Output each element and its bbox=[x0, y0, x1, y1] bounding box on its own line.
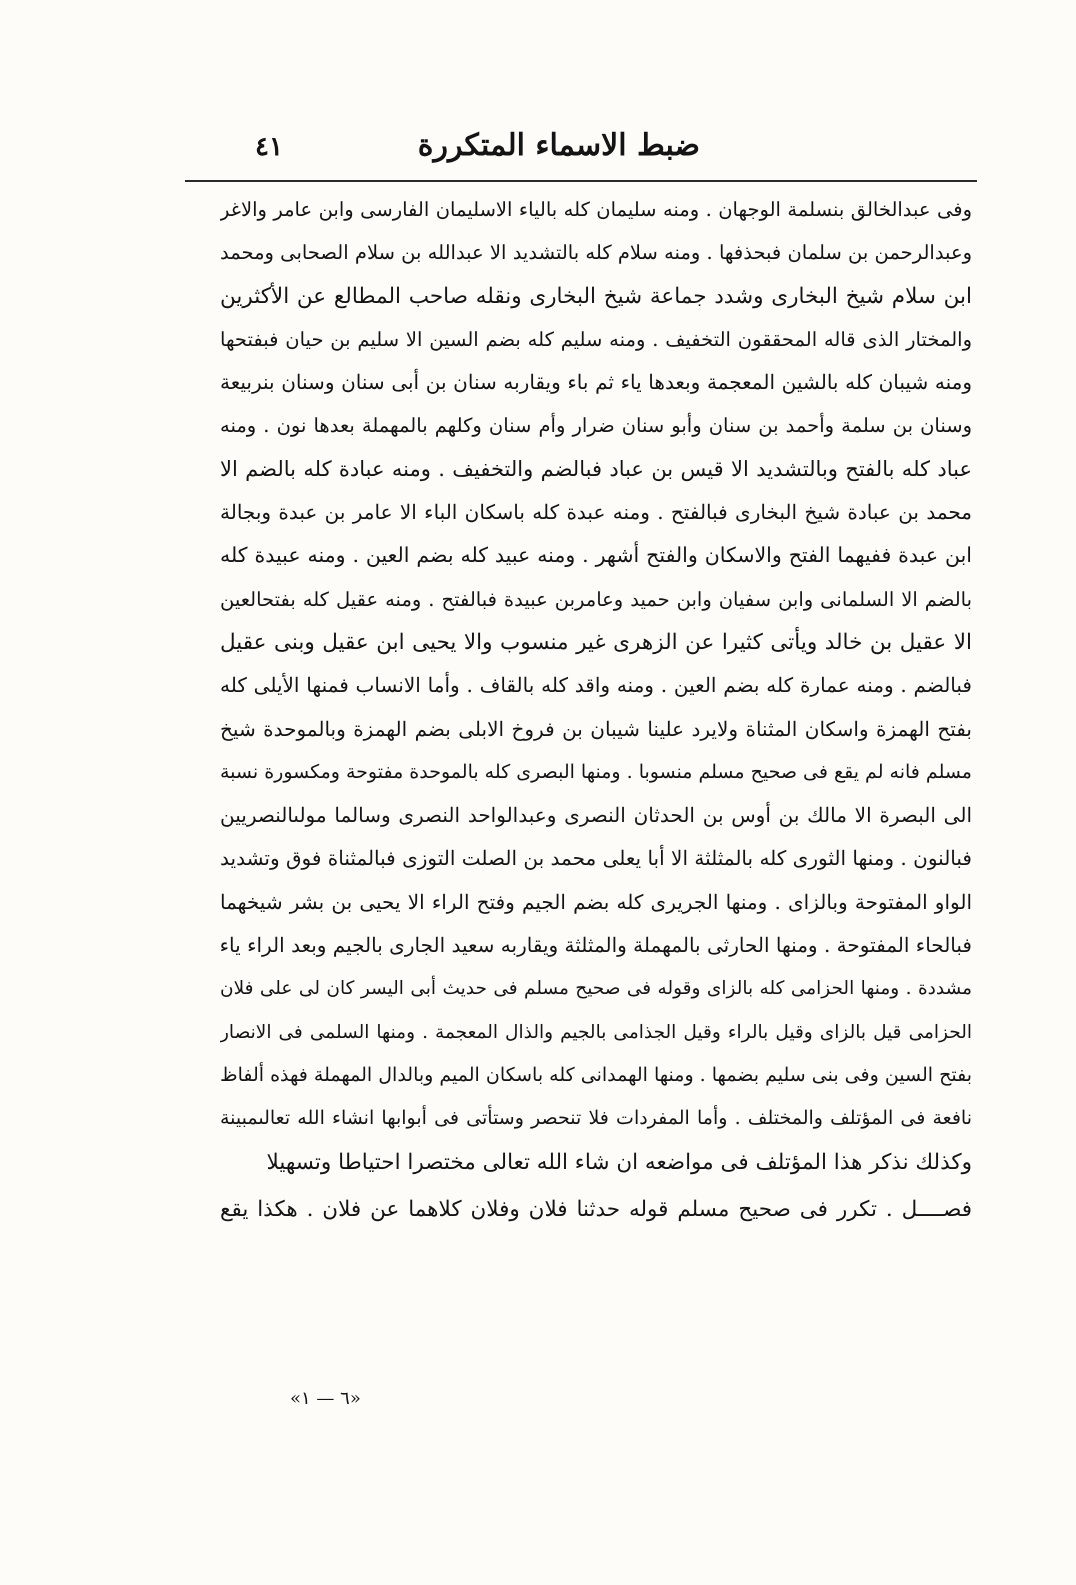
text-line: فبالنون . ومنها الثورى كله بالمثلثة الا أبا يعلى محمد بن الصلت التوزى فبالمثناة فوق وتشديد bbox=[220, 846, 972, 871]
text-line: بفتح الهمزة واسكان المثناة ولايرد علينا شيبان بن فروخ الابلى بضم الهمزة وبالموحدة شيخ bbox=[220, 716, 972, 741]
text-line: مشددة . ومنها الحزامى كله بالزاى وقوله فى صحيح مسلم فى حديث أبى اليسر كان لى على فلان bbox=[220, 978, 972, 1000]
text-line: عباد كله بالفتح وبالتشديد الا قيس بن عباد فبالضم والتخفيف . ومنه عبادة كله بالضم الا bbox=[220, 456, 972, 481]
text-line: محمد بن عبادة شيخ البخارى فبالفتح . ومنه عبدة كله باسكان الباء الا عامر بن عبدة وبجالة bbox=[220, 500, 972, 525]
text-line: وعبدالرحمن بن سلمان فبحذفها . ومنه سلام كله بالتشديد الا عبدالله بن سلام الصحابى ومحمد bbox=[220, 241, 972, 265]
text-line: الى البصرة الا مالك بن أوس بن الحدثان النصرى وعبدالواحد النصرى وسالما مولىالنصريين bbox=[220, 803, 972, 828]
page-number: ٤١ bbox=[255, 132, 283, 162]
running-title: ضبط الاسماء المتكررة bbox=[417, 128, 700, 163]
signature-mark: «٦ — ١» bbox=[290, 1388, 361, 1409]
page-header bbox=[185, 118, 975, 168]
text-line: الواو المفتوحة وبالزاى . ومنها الجريرى كله بضم الجيم وفتح الراء الا يحيى بن بشر شيخهما bbox=[220, 889, 972, 914]
text-line: والمختار الذى قاله المحققون التخفيف . ومنه سليم كله بضم السين الا سليم بن حيان فبفتحها bbox=[220, 327, 972, 351]
paragraph-end-line: وكذلك نذكر هذا المؤتلف فى مواضعه ان شاء الله تعالى مختصرا احتياطا وتسهيلا bbox=[266, 1149, 972, 1175]
text-line: الا عقيل بن خالد ويأتى كثيرا عن الزهرى غير منسوب والا يحيى ابن عقيل وبنى عقيل bbox=[220, 629, 972, 655]
section-start-line: فصــــل . تكرر فى صحيح مسلم قوله حدثنا فلان وفلان كلاهما عن فلان . هكذا يقع bbox=[220, 1196, 972, 1222]
text-line: الحزامى قيل بالزاى وقيل بالراء وقيل الجذامى بالجيم والذال المعجمة . ومنها السلمى فى الانصار bbox=[220, 1021, 972, 1043]
text-line: ابن عبدة ففيهما الفتح والاسكان والفتح أشهر . ومنه عبيد كله بضم العين . ومنه عبيدة كله bbox=[220, 543, 972, 568]
text-line: فبالحاء المفتوحة . ومنها الحارثى بالمهملة والمثلثة ويقاربه سعيد الجارى بالجيم وبعد الراء ياء bbox=[220, 933, 972, 958]
body-text bbox=[220, 188, 972, 1231]
header-rule bbox=[185, 180, 977, 182]
text-line: وسنان بن سلمة وأحمد بن سنان وأبو سنان ضرار وأم سنان وكلهم بالمهملة بعدها نون . ومنه bbox=[220, 414, 972, 438]
text-line: فبالضم . ومنه عمارة كله بضم العين . ومنه واقد كله بالقاف . وأما الانساب فمنها الأيلى كله bbox=[220, 673, 972, 698]
text-line: ومنه شيبان كله بالشين المعجمة وبعدها ياء ثم باء ويقاربه سنان بن أبى سنان وسنان بنربيعة bbox=[220, 370, 972, 395]
text-line: بالضم الا السلمانى وابن سفيان وابن حميد وعامربن عبيدة فبالفتح . ومنه عقيل كله بفتحالعين bbox=[220, 587, 972, 611]
text-line: نافعة فى المؤتلف والمختلف . وأما المفردات فلا تنحصر وستأتى فى أبوابها انشاء الله تعالىمبينة bbox=[220, 1107, 972, 1130]
text-line: وفى عبدالخالق بنسلمة الوجهان . ومنه سليمان كله بالياء الاسليمان الفارسى وابن عامر والاغر bbox=[220, 198, 972, 221]
text-line: ابن سلام شيخ البخارى وشدد جماعة شيخ البخارى ونقله صاحب المطالع عن الأكثرين bbox=[220, 283, 972, 309]
text-line: مسلم فانه لم يقع فى صحيح مسلم منسوبا . ومنها البصرى كله بالموحدة مفتوحة ومكسورة نسبة bbox=[220, 760, 972, 783]
text-line: بفتح السين وفى بنى سليم بضمها . ومنها الهمدانى كله باسكان الميم وبالدال المهملة فهذه ألفاظ bbox=[220, 1063, 972, 1086]
